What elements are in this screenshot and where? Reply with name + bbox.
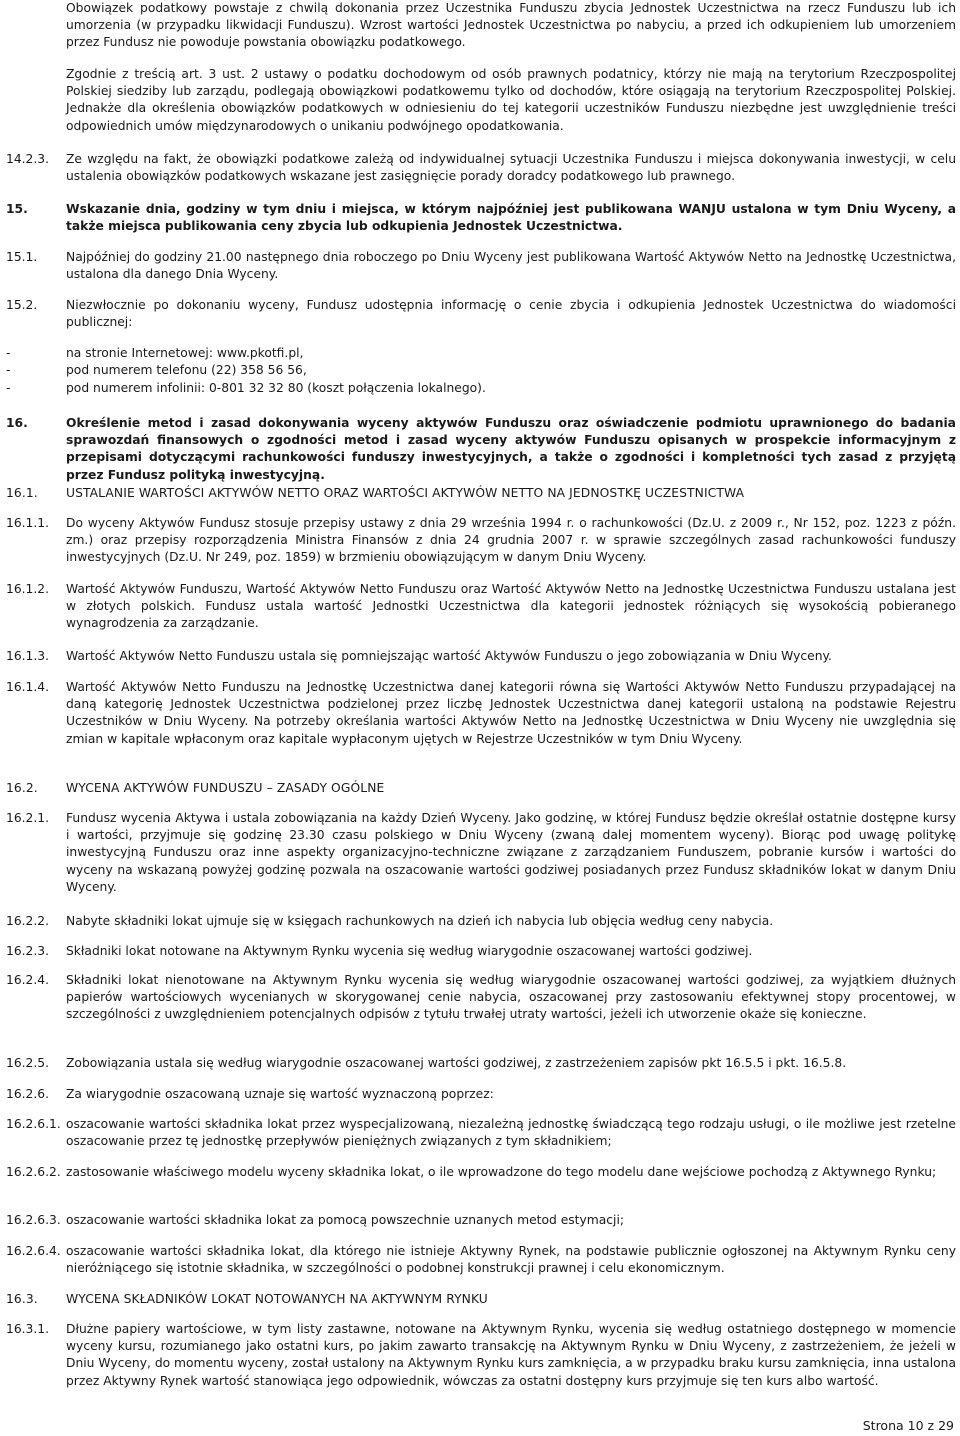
section-number: 16.1. <box>6 486 38 500</box>
list-item <box>0 380 960 397</box>
footer-separator: z <box>927 1418 935 1433</box>
section-16-2-1 <box>0 810 960 896</box>
footer-label: Strona <box>862 1418 904 1433</box>
section-text: zastosowanie właściwego modelu wyceny składnika lokat, o ile wprowadzone do tego modelu dane wejściowe pochodzą z Aktywnego Rynku; <box>66 1165 937 1179</box>
section-16-2-heading <box>0 780 960 797</box>
section-text: Za wiarygodnie oszacowaną uznaje się wartość wyznaczoną poprzez: <box>66 1087 494 1101</box>
paragraph-tax-obligation <box>0 0 960 52</box>
section-number: 16.2.5. <box>6 1056 50 1070</box>
section-text: Zobowiązania ustala się według wiarygodnie oszacowanej wartości godziwej, z zastrzeżeniem zapisów pkt 16.5.5 i pkt. 16.5.8. <box>66 1056 847 1070</box>
section-text: Najpóźniej do godziny 21.00 następnego dnia roboczego po Dniu Wyceny jest publikowana Wartość Aktywów Netto na Jednostkę Uczestnictwa, ustalona dla danego Dnia Wyceny. <box>66 250 956 282</box>
section-text: Wartość Aktywów Netto Funduszu ustala się pomniejszając wartość Aktywów Funduszu o jego zobowiązania w Dniu Wyceny. <box>66 649 832 663</box>
bullet-marker: - <box>6 381 11 395</box>
section-16-3-heading <box>0 1291 960 1308</box>
section-number: 16.1.1. <box>6 516 50 530</box>
section-number: 16.2.6.1. <box>6 1117 61 1131</box>
section-number: 16.2.6.4. <box>6 1244 61 1258</box>
section-16-3-1 <box>0 1321 960 1390</box>
section-heading-text: Wskazanie dnia, godziny w tym dniu i miejsca, w którym najpóźniej jest publikowana WANJU ustalona w tym Dniu Wyceny, a także miejsca publikowania ceny zbycia lub odkupienia Jednostek Uczestnictwa. <box>66 202 956 234</box>
section-15-2 <box>0 297 960 331</box>
paragraph-art-3 <box>0 66 960 135</box>
section-text: Do wyceny Aktywów Fundusz stosuje przepisy ustawy z dnia 29 września 1994 r. o rachunkowości (Dz.U. z 2009 r., Nr 152, poz. 1223 z późn. zm.) oraz przepisy rozporządzenia Ministra Finansów z dnia 24 grudnia 2007 r. w sprawie szczególnych zasad rachunkowości funduszy inwestycyjnych (Dz.U. Nr 249, poz. 1859) w brzmieniu obowiązującym w danym Dniu Wyceny. <box>66 516 956 565</box>
section-number: 16.1.2. <box>6 582 50 596</box>
section-heading-text: WYCENA SKŁADNIKÓW LOKAT NOTOWANYCH NA AKTYWNYM RYNKU <box>66 1292 488 1306</box>
section-14-2-3 <box>0 151 960 185</box>
section-16-2-4 <box>0 972 960 1024</box>
section-16-1-2 <box>0 581 960 633</box>
bullet-text: pod numerem infolinii: 0-801 32 32 80 (koszt połączenia lokalnego). <box>66 381 486 395</box>
section-16-2-6-2 <box>0 1164 960 1181</box>
section-16-heading <box>0 415 960 484</box>
section-text: Ze względu na fakt, że obowiązki podatkowe zależą od indywidualnej sytuacji Uczestnika Funduszu i miejsca dokonywania inwestycji, w celu ustalenia obowiązków podatkowych wskazane jest zasięgnięcie porady doradcy podatkowego lub prawnego. <box>66 152 956 184</box>
section-16-2-6-4 <box>0 1243 960 1277</box>
bullet-marker: - <box>6 346 11 360</box>
section-text: Nabyte składniki lokat ujmuje się w księgach rachunkowych na dzień ich nabycia lub objęcia według ceny nabycia. <box>66 914 774 928</box>
section-text: oszacowanie wartości składnika lokat za pomocą powszechnie uznanych metod estymacji; <box>66 1213 625 1227</box>
section-number: 16.1.4. <box>6 680 50 694</box>
section-16-2-3 <box>0 943 960 960</box>
section-15-1 <box>0 249 960 283</box>
section-16-1-1 <box>0 515 960 567</box>
list-item <box>0 362 960 379</box>
section-number: 16.1.3. <box>6 649 50 663</box>
section-heading-text: Określenie metod i zasad dokonywania wyceny aktywów Funduszu oraz oświadczenie podmiotu uprawnionego do badania sprawozdań finansowych o zgodności metod i zasad wyceny aktywów Funduszu opisanych w prospekcie informacyjnym z przepisami dotyczącymi rachunkowości funduszy inwestycyjnych, a także o zgodności i kompletności tych zasad z przyjętą przez Fundusz polityką inwestycyjną. <box>66 416 956 482</box>
section-number: 16.2.1. <box>6 811 50 825</box>
section-16-1-heading <box>0 485 960 502</box>
footer-page-total: 29 <box>938 1418 954 1433</box>
section-16-2-5 <box>0 1055 960 1072</box>
section-text: oszacowanie wartości składnika lokat, dla którego nie istnieje Aktywny Rynek, na podstawie publicznie ogłoszonej na Aktywnym Rynku ceny nieróżniącego się istotnie składnika, w szczególności o podobnej konstrukcji prawnej i celu ekonomicznym. <box>66 1244 956 1276</box>
section-number: 16.2.4. <box>6 973 50 987</box>
section-number: 16.2. <box>6 781 38 795</box>
section-text: Dłużne papiery wartościowe, w tym listy zastawne, notowane na Aktywnym Rynku, wycenia się według ostatniego dostępnego w momencie wyceny kursu, rozumianego jako ostatni kurs, po jakim zawarto transakcję na Aktywnym Rynku w Dniu Wyceny, z zastrzeżeniem, że jeżeli w Dniu Wyceny, do momentu wyceny, został ustalony na Aktywnym Rynku kurs zamknięcia, a w przypadku braku kursu zamknięcia, inna ustalona przez Aktywny Rynek wartość stanowiąca jego odpowiednik, wówczas za ostatni dostępny kurs przyjmuje się ten kurs albo wartość. <box>66 1322 956 1388</box>
section-text: Wartość Aktywów Netto Funduszu na Jednostkę Uczestnictwa danej kategorii równa się Wartości Aktywów Netto Funduszu przypadającej na daną kategorię Jednostek Uczestnictwa podzielonej przez liczbę Jednostek Uczestnictwa danej kategorii ustaloną na podstawie Rejestru Uczestników w Dniu Wyceny. Na potrzeby określania wartości Aktywów Netto na Jednostkę Uczestnictwa w Dniu Wyceny nie uwzględnia się zmian w kapitale wpłaconym oraz kapitale wypłaconym ujętych w Rejestrze Uczestników w tym Dniu Wyceny. <box>66 680 956 746</box>
page-footer <box>863 1417 954 1434</box>
section-text: Wartość Aktywów Funduszu, Wartość Aktywów Netto Funduszu oraz Wartość Aktywów Netto na Jednostkę Uczestnictwa Funduszu ustalana jest w złotych polskich. Fundusz ustala wartość Jednostki Uczestnictwa dla kategorii jednostek różniących się wysokością pobieranego wynagrodzenia za zarządzanie. <box>66 582 956 631</box>
list-item <box>0 345 960 362</box>
section-text: Fundusz wycenia Aktywa i ustala zobowiązania na każdy Dzień Wyceny. Jako godzinę, w której Fundusz będzie określał ostatnie dostępne kursy i wartości, przyjmuje się godzinę 23.30 czasu polskiego w Dniu Wyceny (zwaną dalej momentem wyceny). Biorąc pod uwagę politykę inwestycyjną Funduszu oraz inne aspekty organizacyjno-techniczne związane z zarządzaniem Funduszem, pobranie kursów i wartości do wyceny na wskazaną powyżej godzinę pozwala na oszacowanie wartości godziwej posiadanych przez Fundusz składników lokat w danym Dniu Wyceny. <box>66 811 956 894</box>
section-16-2-6-1 <box>0 1116 960 1150</box>
section-text: oszacowanie wartości składnika lokat przez wyspecjalizowaną, niezależną jednostkę świadczącą tego rodzaju usługi, o ile możliwe jest rzetelne oszacowanie przez tę jednostkę przepływów pieniężnych związanych z tym składnikiem; <box>66 1117 956 1149</box>
section-number: 16.2.6.3. <box>6 1213 61 1227</box>
bullet-marker: - <box>6 363 11 377</box>
bullet-text: na stronie Internetowej: www.pkotfi.pl, <box>66 346 304 360</box>
section-text: Składniki lokat nienotowane na Aktywnym Rynku wycenia się według wiarygodnie oszacowanej wartości godziwej, za wyjątkiem dłużnych papierów wartościowych wycenianych w skorygowanej cenie nabycia, oszacowanej przy zastosowaniu efektywnej stopy procentowej, w szczególności z uwzględnieniem potencjalnych odpisów z tytułu trwałej utraty wartości, jeżeli ich utworzenie okaże się konieczne. <box>66 973 956 1022</box>
footer-page-number: 10 <box>907 1418 924 1433</box>
section-text: Niezwłocznie po dokonaniu wyceny, Fundusz udostępnia informację o cenie zbycia i odkupienia Jednostek Uczestnictwa do wiadomości publicznej: <box>66 298 956 330</box>
section-number: 16.2.6.2. <box>6 1165 61 1179</box>
section-16-1-4 <box>0 679 960 748</box>
section-number: 16.2.3. <box>6 944 50 958</box>
section-number: 15.2. <box>6 298 38 312</box>
section-number: 14.2.3. <box>6 152 50 166</box>
section-heading-text: USTALANIE WARTOŚCI AKTYWÓW NETTO ORAZ WARTOŚCI AKTYWÓW NETTO NA JEDNOSTKĘ UCZESTNICTWA <box>66 486 745 500</box>
section-16-2-6 <box>0 1086 960 1103</box>
section-heading-text: WYCENA AKTYWÓW FUNDUSZU – ZASADY OGÓLNE <box>66 781 385 795</box>
bullet-text: pod numerem telefonu (22) 358 56 56, <box>66 363 307 377</box>
section-number: 16.2.6. <box>6 1087 50 1101</box>
section-number: 15.1. <box>6 250 38 264</box>
section-15-heading <box>0 201 960 235</box>
section-16-1-3 <box>0 648 960 665</box>
section-16-2-6-3 <box>0 1212 960 1229</box>
section-number: 16.2.2. <box>6 914 50 928</box>
paragraph-text: Zgodnie z treścią art. 3 ust. 2 ustawy o podatku dochodowym od osób prawnych podatnicy, którzy nie mają na terytorium Rzeczpospolitej Polskiej siedziby lub zarządu, podlegają obowiązkowi podatkowemu tylko od dochodów, które osiągają na terytorium Rzeczpospolitej Polskiej. Jednakże dla określenia obowiązków podatkowych w odniesieniu do tej kategorii uczestników Funduszu niezbędne jest uwzględnienie treści odpowiednich umów międzynarodowych o unikaniu podwójnego opodatkowania. <box>66 67 956 133</box>
section-number: 16.3.1. <box>6 1322 50 1336</box>
section-text: Składniki lokat notowane na Aktywnym Rynku wycenia się według wiarygodnie oszacowanej wartości godziwej. <box>66 944 753 958</box>
section-16-2-2 <box>0 913 960 930</box>
section-number: 16.3. <box>6 1292 38 1306</box>
paragraph-text: Obowiązek podatkowy powstaje z chwilą dokonania przez Uczestnika Funduszu zbycia Jednostek Uczestnictwa na rzecz Funduszu lub ich umorzenia (w przypadku likwidacji Funduszu). Wzrost wartości Jednostek Uczestnictwa po nabyciu, a przed ich odkupieniem lub umorzeniem przez Fundusz nie powoduje powstania obowiązku podatkowego. <box>66 1 956 50</box>
section-number: 15. <box>6 202 28 216</box>
section-number: 16. <box>6 416 28 430</box>
